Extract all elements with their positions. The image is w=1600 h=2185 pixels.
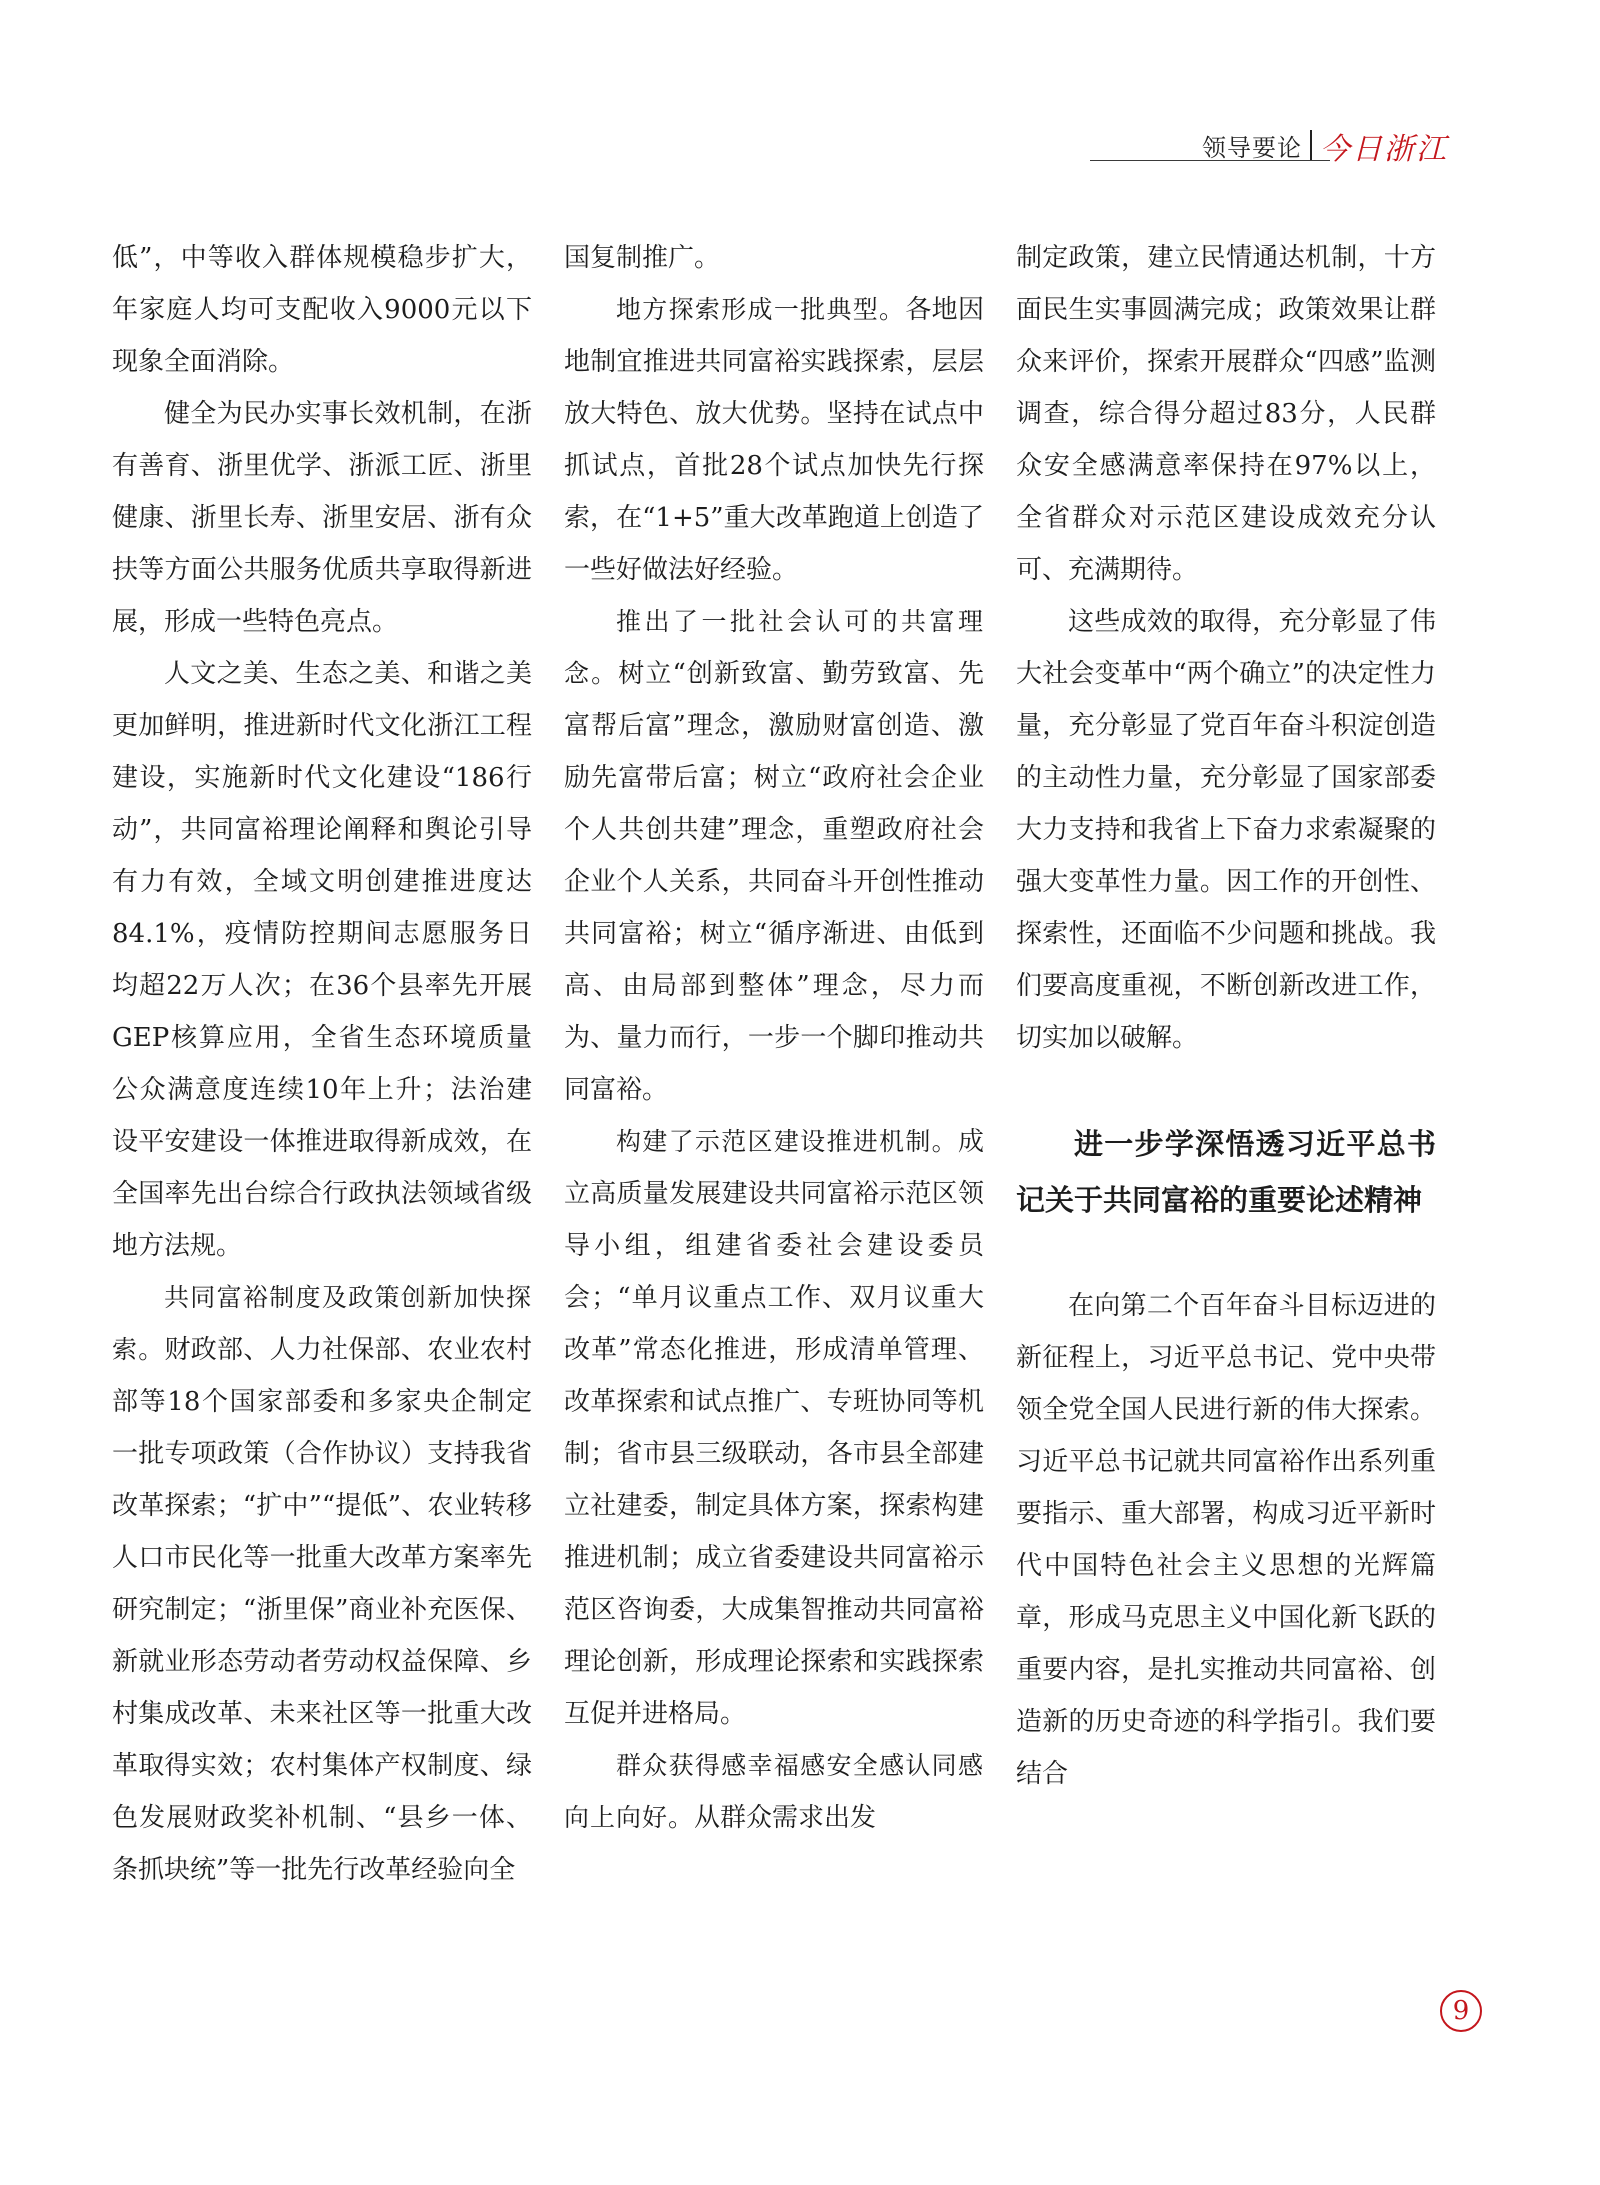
paragraph-body: 树立“创新致富、勤劳致富、先富帮后富”理念，激励财富创造、激励先富带后富；树立“政府社会企业个人共创共建”理念，重塑政府社会企业个人关系，共同奋斗开创性推动共同富裕；树立“循序渐进、由低到高、由局部到整体”理念，尽力而为、量力而行，一步一个脚印推动共同富裕。 — [564, 659, 984, 1105]
lead-phrase: 共同富裕制度及政策创新加快探索。 — [112, 1283, 532, 1364]
section-title: 领导要论 — [1202, 134, 1302, 162]
paragraph-body: 各地因地制宜推进共同富裕实践探索，层层放大特色、放大优势。坚持在试点中抓试点，首批28个试点加快先行探索，在“1+5”重大改革跑道上创造了一些好做法好经验。 — [564, 295, 984, 585]
paragraph: 人文之美、生态之美、和谐之美更加鲜明，推进新时代文化浙江工程建设，实施新时代文化建设“186行动”，共同富裕理论阐释和舆论引导有力有效，全域文明创建推进度达84.1%，疫情防控期间志愿服务日均超22万人次；在36个县率先开展GEP核算应用，全省生态环境质量公众满意度连续10年上升；法治建设平安建设一体推进取得新成效，在全国率先出台综合行政执法领域省级地方法规。 — [112, 659, 532, 1261]
paragraph — [112, 1272, 532, 1896]
page-number: 9 — [1440, 1990, 1482, 2032]
spacer — [1016, 1064, 1436, 1116]
lead-phrase: 构建了示范区建设推进机制。 — [616, 1127, 958, 1156]
paragraph-body: 财政部、人力社保部、农业农村部等18个国家部委和多家央企制定一批专项政策（合作协议）支持我省改革探索；“扩中”“提低”、农业转移人口市民化等一批重大改革方案率先研究制定；“浙里保”商业补充医保、新就业形态劳动者劳动权益保障、乡村集成改革、未来社区等一批重大改革取得实效；农村集体产权制度、绿色发展财政奖补机制、“县乡一体、条抓块统”等一批先行改革经验向全 — [112, 1335, 532, 1885]
page-header — [1090, 128, 1450, 168]
paragraph-body: 成立高质量发展建设共同富裕示范区领导小组，组建省委社会建设委员会；“单月议重点工作、双月议重大改革”常态化推进，形成清单管理、改革探索和试点推广、专班协同等机制；省市县三级联动，各市县全部建立社建委，制定具体方案，探索构建推进机制；成立省委建设共同富裕示范区咨询委，大成集智推动共同富裕理论创新，形成理论探索和实践探索互促并进格局。 — [564, 1127, 984, 1729]
paragraph: 低”，中等收入群体规模稳步扩大，年家庭人均可支配收入9000元以下现象全面消除。 — [112, 243, 532, 377]
lead-phrase: 推出了一批社会认可的共富理念。 — [564, 607, 984, 688]
paragraph — [564, 284, 984, 596]
paragraph — [564, 1740, 984, 1844]
section-heading: 进一步学深悟透习近平总书记关于共同富裕的重要论述精神 — [1016, 1127, 1436, 1217]
paragraph-body: 从群众需求出发 — [694, 1803, 877, 1833]
paragraph: 制定政策，建立民情通达机制，十方面民生实事圆满完成；政策效果让群众来评价，探索开展群众“四感”监测调查，综合得分超过83分，人民群众安全感满意率保持在97%以上，全省群众对示范区建设成效充分认可、充满期待。 — [1016, 243, 1436, 585]
lead-phrase: 群众获得感幸福感安全感认同感向上向好。 — [564, 1751, 984, 1832]
paragraph — [564, 1116, 984, 1740]
magazine-logo: 今日浙江 — [1320, 132, 1448, 167]
paragraph — [564, 596, 984, 1116]
column-3 — [1016, 232, 1436, 1800]
header-divider — [1310, 130, 1312, 160]
lead-phrase: 地方探索形成一批典型。 — [616, 295, 906, 324]
column-2 — [564, 232, 984, 1844]
paragraph: 在向第二个百年奋斗目标迈进的新征程上，习近平总书记、党中央带领全党全国人民进行新的伟大探索。习近平总书记就共同富裕作出系列重要指示、重大部署，构成习近平新时代中国特色社会主义思想的光辉篇章，形成马克思主义中国化新飞跃的重要内容，是扎实推动共同富裕、创造新的历史奇迹的科学指引。我们要结合 — [1016, 1291, 1436, 1789]
paragraph: 健全为民办实事长效机制，在浙有善育、浙里优学、浙派工匠、浙里健康、浙里长寿、浙里安居、浙有众扶等方面公共服务优质共享取得新进展，形成一些特色亮点。 — [112, 399, 532, 637]
spacer — [1016, 1228, 1436, 1280]
paragraph: 这些成效的取得，充分彰显了伟大社会变革中“两个确立”的决定性力量，充分彰显了党百年奋斗积淀创造的主动性力量，充分彰显了国家部委大力支持和我省上下奋力求索凝聚的强大变革性力量。因工作的开创性、探索性，还面临不少问题和挑战。我们要高度重视，不断创新改进工作，切实加以破解。 — [1016, 607, 1436, 1053]
paragraph: 国复制推广。 — [564, 243, 721, 273]
column-1 — [112, 232, 532, 1896]
